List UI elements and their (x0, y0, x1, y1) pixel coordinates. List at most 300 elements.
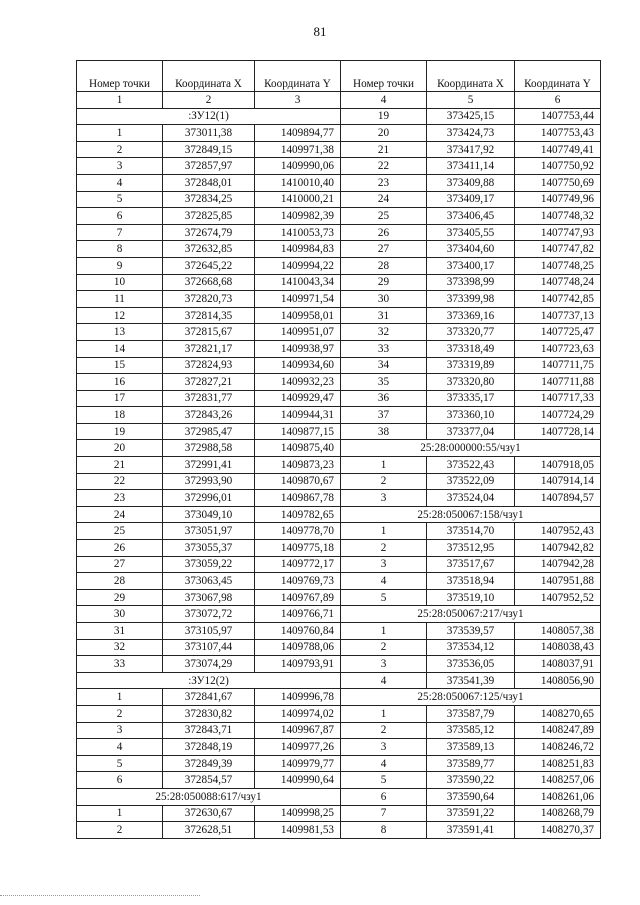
coordinate-y-cell: 1407725,47 (515, 324, 601, 341)
coordinate-y-cell: 1407723,63 (515, 340, 601, 357)
point-number-cell: 8 (341, 822, 427, 839)
coordinate-y-cell: 1409994,22 (255, 257, 341, 274)
table-row (77, 473, 601, 490)
table-row (77, 490, 601, 507)
coordinate-y-cell: 1409778,70 (255, 523, 341, 540)
coordinate-y-cell: 1409772,17 (255, 556, 341, 573)
coordinate-x-cell: 373406,45 (427, 208, 515, 225)
point-number-cell: 26 (341, 224, 427, 241)
coordinate-y-cell: 1407750,92 (515, 158, 601, 175)
table-row (77, 108, 601, 125)
coordinate-x-cell: 372988,58 (163, 440, 255, 457)
coordinate-y-cell: 1408270,37 (515, 822, 601, 839)
point-number-cell: 23 (77, 490, 163, 507)
coordinate-x-cell: 372674,79 (163, 224, 255, 241)
point-number-cell: 19 (341, 108, 427, 125)
coordinate-x-cell: 372668,68 (163, 274, 255, 291)
point-number-cell: 14 (77, 340, 163, 357)
coordinate-y-cell: 1407748,25 (515, 257, 601, 274)
coordinate-x-cell: 373398,99 (427, 274, 515, 291)
table-row (77, 772, 601, 789)
point-number-cell: 1 (77, 125, 163, 142)
coordinate-y-cell: 1409958,01 (255, 307, 341, 324)
coordinate-y-cell: 1409870,67 (255, 473, 341, 490)
table-row (77, 324, 601, 341)
point-number-cell: 20 (77, 440, 163, 457)
coordinate-y-cell: 1407742,85 (515, 291, 601, 308)
coordinate-x-cell: 372849,39 (163, 755, 255, 772)
coordinate-y-cell: 1408037,91 (515, 656, 601, 673)
table-row (77, 722, 601, 739)
coordinate-y-cell: 1410010,40 (255, 174, 341, 191)
coordinate-x-cell: 373591,22 (427, 805, 515, 822)
point-number-cell: 29 (77, 589, 163, 606)
coordinate-x-cell: 373590,22 (427, 772, 515, 789)
point-number-cell: 2 (341, 540, 427, 557)
table-row (77, 606, 601, 623)
coordinate-x-cell: 373320,80 (427, 374, 515, 391)
point-number-cell: 5 (341, 589, 427, 606)
point-number-cell: 2 (341, 639, 427, 656)
coordinate-x-cell: 373051,97 (163, 523, 255, 540)
coordinate-y-cell: 1409875,40 (255, 440, 341, 457)
table-row (77, 523, 601, 540)
coordinate-x-cell: 373591,41 (427, 822, 515, 839)
point-number-cell: 24 (341, 191, 427, 208)
coordinate-y-cell: 1409760,84 (255, 623, 341, 640)
coordinate-y-cell: 1409788,06 (255, 639, 341, 656)
point-number-cell: 3 (341, 556, 427, 573)
point-number-cell: 16 (77, 374, 163, 391)
coordinate-x-cell: 372843,26 (163, 407, 255, 424)
point-number-cell: 35 (341, 374, 427, 391)
point-number-cell: 3 (341, 739, 427, 756)
table-row (77, 656, 601, 673)
coordinate-x-cell: 373517,67 (427, 556, 515, 573)
section-heading-cell: 25:28:050067:217/чзу1 (341, 606, 601, 623)
point-number-cell: 2 (341, 473, 427, 490)
coordinate-y-cell: 1409971,54 (255, 291, 341, 308)
point-number-cell: 21 (77, 457, 163, 474)
table-row (77, 241, 601, 258)
coordinate-x-cell: 373409,17 (427, 191, 515, 208)
coordinate-x-cell: 373377,04 (427, 423, 515, 440)
coordinate-x-cell: 373512,95 (427, 540, 515, 557)
table-row (77, 689, 601, 706)
coordinate-y-cell: 1409938,97 (255, 340, 341, 357)
section-heading-cell: :ЗУ12(2) (77, 672, 341, 689)
table-row (77, 457, 601, 474)
coordinate-x-cell: 372821,17 (163, 340, 255, 357)
coordinate-y-cell: 1410043,34 (255, 274, 341, 291)
coordinate-x-cell: 372632,85 (163, 241, 255, 258)
table-row (77, 589, 601, 606)
coordinate-x-cell: 373072,72 (163, 606, 255, 623)
point-number-cell: 22 (341, 158, 427, 175)
coordinate-x-cell: 372857,97 (163, 158, 255, 175)
coordinate-y-cell: 1407747,82 (515, 241, 601, 258)
coordinate-x-cell: 372996,01 (163, 490, 255, 507)
point-number-cell: 20 (341, 125, 427, 142)
coordinate-y-cell: 1407914,14 (515, 473, 601, 490)
coordinate-y-cell: 1408038,43 (515, 639, 601, 656)
coordinate-y-cell: 1407748,24 (515, 274, 601, 291)
header-cell: Координата X (163, 61, 255, 92)
point-number-cell: 28 (77, 573, 163, 590)
column-index-row (77, 92, 601, 109)
coordinate-y-cell: 1407753,43 (515, 125, 601, 142)
point-number-cell: 33 (341, 340, 427, 357)
table-row (77, 672, 601, 689)
table-row (77, 506, 601, 523)
point-number-cell: 19 (77, 423, 163, 440)
coordinate-y-cell: 1407951,88 (515, 573, 601, 590)
coordinate-x-cell: 373424,73 (427, 125, 515, 142)
coordinate-y-cell: 1409990,06 (255, 158, 341, 175)
coordinate-y-cell: 1407711,75 (515, 357, 601, 374)
table-row (77, 257, 601, 274)
table-row (77, 274, 601, 291)
coordinate-x-cell: 373067,98 (163, 589, 255, 606)
coordinate-y-cell: 1409782,65 (255, 506, 341, 523)
coordinate-x-cell: 372630,67 (163, 805, 255, 822)
table-row (77, 705, 601, 722)
coordinate-x-cell: 373318,49 (427, 340, 515, 357)
coordinate-x-cell: 373536,05 (427, 656, 515, 673)
coordinate-y-cell: 1408246,72 (515, 739, 601, 756)
table-row (77, 208, 601, 225)
point-number-cell: 2 (77, 822, 163, 839)
coordinate-y-cell: 1408251,83 (515, 755, 601, 772)
point-number-cell: 1 (341, 523, 427, 540)
point-number-cell: 5 (341, 772, 427, 789)
table-row (77, 440, 601, 457)
table-row (77, 540, 601, 557)
coordinate-y-cell: 1409996,78 (255, 689, 341, 706)
coordinate-y-cell: 1409990,64 (255, 772, 341, 789)
coordinate-y-cell: 1409984,83 (255, 241, 341, 258)
coordinate-x-cell: 373320,77 (427, 324, 515, 341)
coordinate-y-cell: 1409974,02 (255, 705, 341, 722)
coordinate-y-cell: 1408257,06 (515, 772, 601, 789)
coordinate-x-cell: 373405,55 (427, 224, 515, 241)
coordinate-y-cell: 1407918,05 (515, 457, 601, 474)
coordinate-y-cell: 1409934,60 (255, 357, 341, 374)
point-number-cell: 38 (341, 423, 427, 440)
coordinate-x-cell: 373585,12 (427, 722, 515, 739)
coordinate-x-cell: 373524,04 (427, 490, 515, 507)
coordinate-y-cell: 1409971,38 (255, 141, 341, 158)
coordinate-y-cell: 1407749,96 (515, 191, 601, 208)
coordinate-y-cell: 1407942,28 (515, 556, 601, 573)
point-number-cell: 3 (77, 722, 163, 739)
header-row (77, 61, 601, 92)
table-row (77, 307, 601, 324)
coordinate-x-cell: 373049,10 (163, 506, 255, 523)
coordinate-x-cell: 372991,41 (163, 457, 255, 474)
coordinate-y-cell: 1408261,06 (515, 788, 601, 805)
coordinate-y-cell: 1409932,23 (255, 374, 341, 391)
coordinate-x-cell: 373369,16 (427, 307, 515, 324)
coordinate-y-cell: 1409944,31 (255, 407, 341, 424)
header-cell: Координата Y (515, 61, 601, 92)
point-number-cell: 3 (341, 656, 427, 673)
coordinate-y-cell: 1409767,89 (255, 589, 341, 606)
point-number-cell: 6 (77, 208, 163, 225)
index-cell: 2 (163, 92, 255, 109)
point-number-cell: 4 (77, 739, 163, 756)
table-row (77, 573, 601, 590)
coordinate-y-cell: 1407942,82 (515, 540, 601, 557)
table-row (77, 191, 601, 208)
coordinate-y-cell: 1407894,57 (515, 490, 601, 507)
coordinate-y-cell: 1408056,90 (515, 672, 601, 689)
coordinate-x-cell: 372848,19 (163, 739, 255, 756)
point-number-cell: 23 (341, 174, 427, 191)
coordinate-y-cell: 1409877,15 (255, 423, 341, 440)
coordinate-x-cell: 372628,51 (163, 822, 255, 839)
coordinate-x-cell: 372834,25 (163, 191, 255, 208)
coordinate-x-cell: 372824,93 (163, 357, 255, 374)
header-cell: Координата Y (255, 61, 341, 92)
point-number-cell: 27 (77, 556, 163, 573)
point-number-cell: 25 (341, 208, 427, 225)
coordinate-x-cell: 373411,14 (427, 158, 515, 175)
coordinate-x-cell: 373522,43 (427, 457, 515, 474)
table-row (77, 224, 601, 241)
coordinate-x-cell: 373590,64 (427, 788, 515, 805)
point-number-cell: 5 (77, 755, 163, 772)
coordinate-x-cell: 373059,22 (163, 556, 255, 573)
coordinate-y-cell: 1407749,41 (515, 141, 601, 158)
coordinate-x-cell: 373417,92 (427, 141, 515, 158)
section-heading-cell: 25:28:050088:617/чзу1 (77, 788, 341, 805)
table-row (77, 822, 601, 839)
point-number-cell: 6 (77, 772, 163, 789)
table-row (77, 141, 601, 158)
coordinate-y-cell: 1408247,89 (515, 722, 601, 739)
point-number-cell: 25 (77, 523, 163, 540)
coordinate-y-cell: 1409951,07 (255, 324, 341, 341)
coordinate-y-cell: 1407717,33 (515, 390, 601, 407)
coordinate-y-cell: 1410000,21 (255, 191, 341, 208)
section-heading-cell: 25:28:050067:125/чзу1 (341, 689, 601, 706)
coordinate-x-cell: 373011,38 (163, 125, 255, 142)
table-row (77, 788, 601, 805)
point-number-cell: 7 (341, 805, 427, 822)
header-cell: Номер точки (77, 61, 163, 92)
point-number-cell: 33 (77, 656, 163, 673)
point-number-cell: 1 (77, 689, 163, 706)
coordinate-x-cell: 372815,67 (163, 324, 255, 341)
coordinate-x-cell: 373055,37 (163, 540, 255, 557)
point-number-cell: 30 (341, 291, 427, 308)
coordinates-table (76, 60, 601, 839)
point-number-cell: 6 (341, 788, 427, 805)
point-number-cell: 9 (77, 257, 163, 274)
table-body (77, 108, 601, 838)
point-number-cell: 32 (77, 639, 163, 656)
coordinate-y-cell: 1409998,25 (255, 805, 341, 822)
point-number-cell: 1 (77, 805, 163, 822)
coordinate-y-cell: 1409894,77 (255, 125, 341, 142)
coordinate-y-cell: 1407747,93 (515, 224, 601, 241)
point-number-cell: 36 (341, 390, 427, 407)
coordinate-x-cell: 373404,60 (427, 241, 515, 258)
table-row (77, 390, 601, 407)
coordinate-x-cell: 373519,10 (427, 589, 515, 606)
point-number-cell: 18 (77, 407, 163, 424)
header-cell: Координата X (427, 61, 515, 92)
coordinate-y-cell: 1407750,69 (515, 174, 601, 191)
coordinate-x-cell: 372830,82 (163, 705, 255, 722)
section-heading-cell: 25:28:050067:158/чзу1 (341, 506, 601, 523)
coordinate-y-cell: 1407728,14 (515, 423, 601, 440)
index-cell: 5 (427, 92, 515, 109)
point-number-cell: 8 (77, 241, 163, 258)
header-cell: Номер точки (341, 61, 427, 92)
coordinate-x-cell: 373107,44 (163, 639, 255, 656)
coordinate-x-cell: 373063,45 (163, 573, 255, 590)
point-number-cell: 28 (341, 257, 427, 274)
coordinate-x-cell: 372985,47 (163, 423, 255, 440)
point-number-cell: 29 (341, 274, 427, 291)
coordinate-x-cell: 373541,39 (427, 672, 515, 689)
coordinate-y-cell: 1407737,13 (515, 307, 601, 324)
table-row (77, 340, 601, 357)
coordinate-x-cell: 372843,71 (163, 722, 255, 739)
coordinate-x-cell: 372841,67 (163, 689, 255, 706)
point-number-cell: 37 (341, 407, 427, 424)
coordinate-y-cell: 1409977,26 (255, 739, 341, 756)
coordinate-x-cell: 373534,12 (427, 639, 515, 656)
coordinate-x-cell: 373522,09 (427, 473, 515, 490)
coordinate-x-cell: 372820,73 (163, 291, 255, 308)
table-row (77, 739, 601, 756)
table-row (77, 158, 601, 175)
coordinate-y-cell: 1409867,78 (255, 490, 341, 507)
coordinate-x-cell: 373514,70 (427, 523, 515, 540)
coordinate-y-cell: 1408268,79 (515, 805, 601, 822)
point-number-cell: 4 (77, 174, 163, 191)
index-cell: 3 (255, 92, 341, 109)
table-row (77, 125, 601, 142)
coordinate-x-cell: 373518,94 (427, 573, 515, 590)
coordinate-x-cell: 372993,90 (163, 473, 255, 490)
coordinate-x-cell: 373105,97 (163, 623, 255, 640)
coordinate-y-cell: 1410053,73 (255, 224, 341, 241)
coordinate-y-cell: 1409979,77 (255, 755, 341, 772)
table-row (77, 357, 601, 374)
coordinate-y-cell: 1409873,23 (255, 457, 341, 474)
coordinate-y-cell: 1409775,18 (255, 540, 341, 557)
point-number-cell: 4 (341, 573, 427, 590)
coordinate-y-cell: 1409766,71 (255, 606, 341, 623)
coordinate-y-cell: 1409982,39 (255, 208, 341, 225)
coordinate-y-cell: 1409967,87 (255, 722, 341, 739)
table-row (77, 556, 601, 573)
coordinate-x-cell: 372831,77 (163, 390, 255, 407)
coordinate-x-cell: 373409,88 (427, 174, 515, 191)
table-row (77, 407, 601, 424)
point-number-cell: 2 (341, 722, 427, 739)
table-row (77, 623, 601, 640)
point-number-cell: 13 (77, 324, 163, 341)
coordinate-x-cell: 372825,85 (163, 208, 255, 225)
point-number-cell: 32 (341, 324, 427, 341)
point-number-cell: 4 (341, 672, 427, 689)
point-number-cell: 4 (341, 755, 427, 772)
index-cell: 4 (341, 92, 427, 109)
point-number-cell: 26 (77, 540, 163, 557)
point-number-cell: 10 (77, 274, 163, 291)
table-row (77, 174, 601, 191)
point-number-cell: 3 (341, 490, 427, 507)
coordinate-x-cell: 372827,21 (163, 374, 255, 391)
coordinate-x-cell: 373335,17 (427, 390, 515, 407)
coordinate-y-cell: 1408057,38 (515, 623, 601, 640)
table-row (77, 374, 601, 391)
coordinate-x-cell: 372645,22 (163, 257, 255, 274)
point-number-cell: 31 (341, 307, 427, 324)
coordinate-y-cell: 1407952,43 (515, 523, 601, 540)
coordinate-x-cell: 372849,15 (163, 141, 255, 158)
point-number-cell: 2 (77, 141, 163, 158)
coordinate-x-cell: 372854,57 (163, 772, 255, 789)
table-row (77, 805, 601, 822)
coordinate-y-cell: 1407724,29 (515, 407, 601, 424)
coordinate-x-cell: 373589,13 (427, 739, 515, 756)
index-cell: 6 (515, 92, 601, 109)
section-heading-cell: :ЗУ12(1) (77, 108, 341, 125)
coordinate-x-cell: 373587,79 (427, 705, 515, 722)
coordinate-x-cell: 373539,57 (427, 623, 515, 640)
point-number-cell: 2 (77, 705, 163, 722)
table-row (77, 639, 601, 656)
section-heading-cell: 25:28:000000:55/чзу1 (341, 440, 601, 457)
point-number-cell: 22 (77, 473, 163, 490)
point-number-cell: 21 (341, 141, 427, 158)
coordinate-x-cell: 373425,15 (427, 108, 515, 125)
coordinate-x-cell: 373589,77 (427, 755, 515, 772)
point-number-cell: 27 (341, 241, 427, 258)
table-row (77, 755, 601, 772)
point-number-cell: 7 (77, 224, 163, 241)
coordinate-x-cell: 373400,17 (427, 257, 515, 274)
coordinate-y-cell: 1407748,32 (515, 208, 601, 225)
point-number-cell: 1 (341, 457, 427, 474)
point-number-cell: 5 (77, 191, 163, 208)
point-number-cell: 11 (77, 291, 163, 308)
coordinate-y-cell: 1407711,88 (515, 374, 601, 391)
footer-divider (0, 895, 200, 896)
point-number-cell: 12 (77, 307, 163, 324)
point-number-cell: 15 (77, 357, 163, 374)
index-cell: 1 (77, 92, 163, 109)
coordinate-x-cell: 373399,98 (427, 291, 515, 308)
table-row (77, 291, 601, 308)
point-number-cell: 24 (77, 506, 163, 523)
coordinate-x-cell: 373074,29 (163, 656, 255, 673)
point-number-cell: 30 (77, 606, 163, 623)
point-number-cell: 1 (341, 623, 427, 640)
coordinate-y-cell: 1407952,52 (515, 589, 601, 606)
coordinate-y-cell: 1409981,53 (255, 822, 341, 839)
coordinate-x-cell: 373360,10 (427, 407, 515, 424)
coordinate-y-cell: 1408270,65 (515, 705, 601, 722)
coordinate-x-cell: 372814,35 (163, 307, 255, 324)
table-row (77, 423, 601, 440)
